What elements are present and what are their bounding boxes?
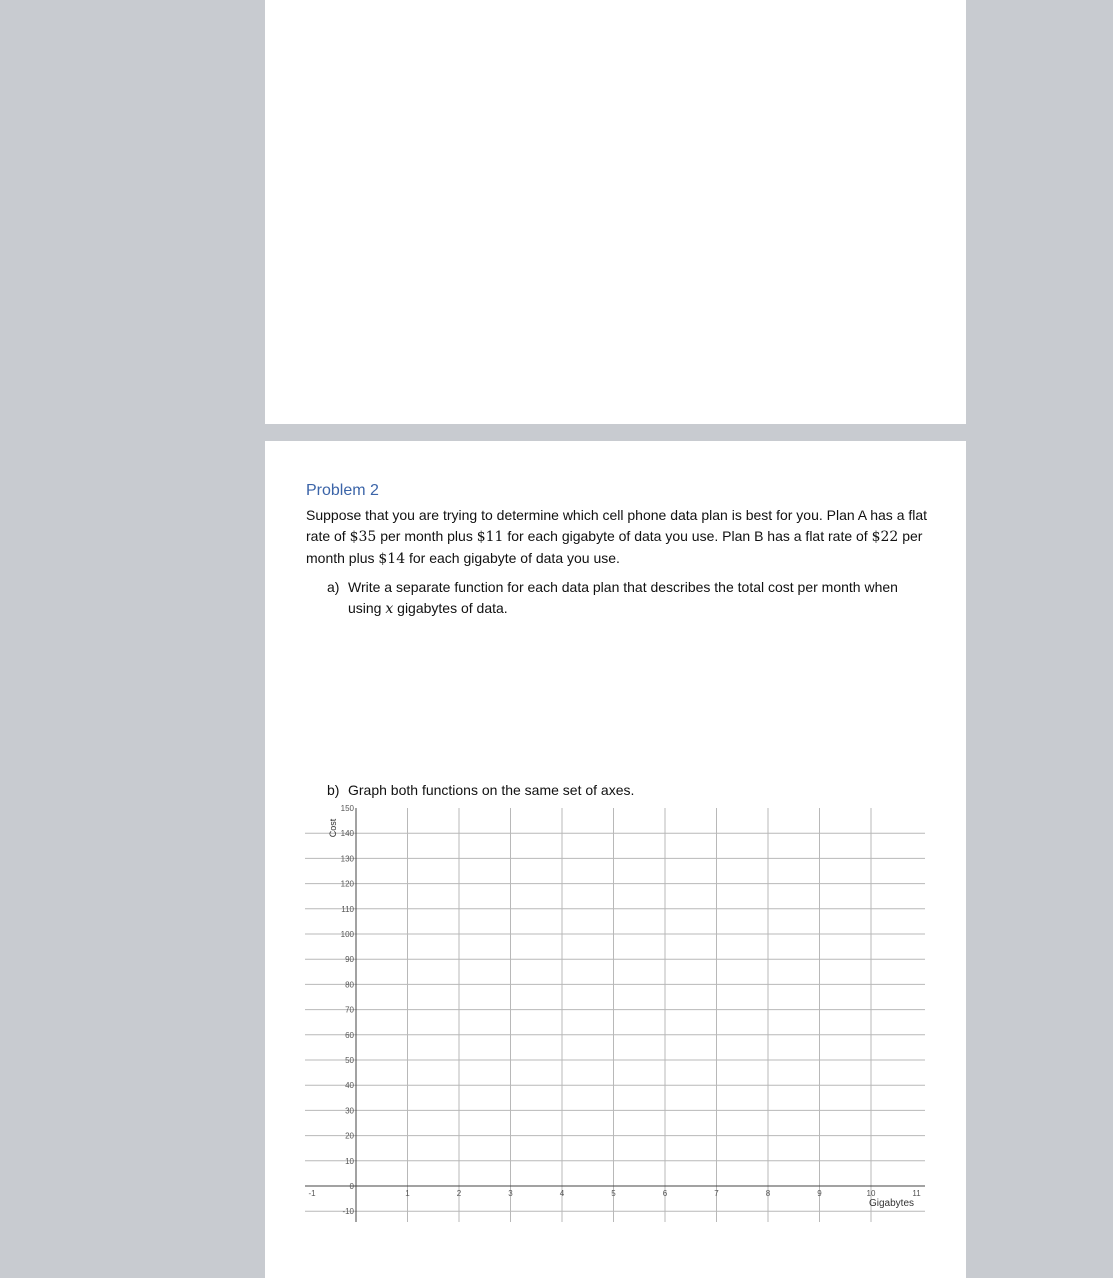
y-tick-label: 50 [345, 1056, 354, 1065]
part-a-text-before: Write a separate function for each data plan that describes the total cost per month when using [348, 579, 898, 616]
y-tick-label: 120 [340, 879, 354, 889]
y-tick-label: 110 [341, 904, 354, 914]
y-tick-label: 150 [340, 804, 354, 813]
x-tick-label: 5 [611, 1189, 616, 1198]
problem-title: Problem 2 [306, 482, 379, 499]
y-tick-label: 40 [345, 1081, 354, 1091]
x-tick-label: 8 [765, 1189, 771, 1198]
x-tick-label: 2 [456, 1189, 462, 1198]
x-tick-label: 3 [508, 1189, 513, 1198]
y-tick-label: 30 [345, 1106, 354, 1116]
dollar-amount: $22 [871, 529, 899, 545]
x-axis-label: Gigabytes [869, 1198, 915, 1209]
y-tick-label: 80 [345, 980, 354, 990]
x-tick-label: 11 [912, 1189, 921, 1198]
y-tick-label: 0 [349, 1182, 354, 1191]
x-tick-label: 10 [866, 1189, 876, 1198]
x-tick-label: 6 [662, 1189, 668, 1198]
x-tick-label: 7 [714, 1189, 719, 1198]
part-a-text-after: gigabytes of data. [393, 600, 508, 616]
part-b [327, 780, 927, 801]
y-tick-label: 10 [345, 1156, 354, 1166]
y-tick-label: 100 [340, 930, 354, 939]
y-tick-label: 90 [345, 955, 354, 965]
coordinate-grid[interactable] [305, 804, 929, 1226]
page-1 [265, 0, 966, 424]
problem-statement: Suppose that you are trying to determine which cell phone data plan is best for you. Plan A has a flat rate of $35 per month plus $11 for each gigabyte of data you use. Plan B has a flat rate of $22 per month plus $14 for each gigabyte of data you use. [306, 507, 928, 567]
part-b-label: b) [327, 782, 340, 798]
x-tick-label: 9 [817, 1189, 822, 1198]
y-tick-label: 20 [345, 1131, 354, 1141]
x-tick-label: 4 [559, 1189, 565, 1198]
y-axis-label: Cost [328, 818, 338, 838]
x-tick-label: 1 [405, 1189, 410, 1198]
dollar-amount: $11 [476, 529, 504, 545]
part-a-variable: x [385, 601, 394, 617]
y-tick-label: 60 [345, 1030, 354, 1040]
part-a-label: a) [327, 579, 340, 595]
dollar-amount: $14 [378, 551, 406, 567]
part-b-text: Graph both functions on the same set of axes. [348, 782, 635, 798]
dollar-amount: $35 [349, 529, 377, 545]
part-a-text [348, 577, 927, 620]
x-tick-label: -1 [308, 1189, 316, 1198]
y-tick-label: 140 [340, 829, 354, 839]
y-tick-label: -10 [342, 1207, 354, 1217]
y-tick-label: 130 [340, 854, 354, 864]
part-a [327, 577, 927, 620]
y-tick-label: 70 [345, 1005, 354, 1015]
